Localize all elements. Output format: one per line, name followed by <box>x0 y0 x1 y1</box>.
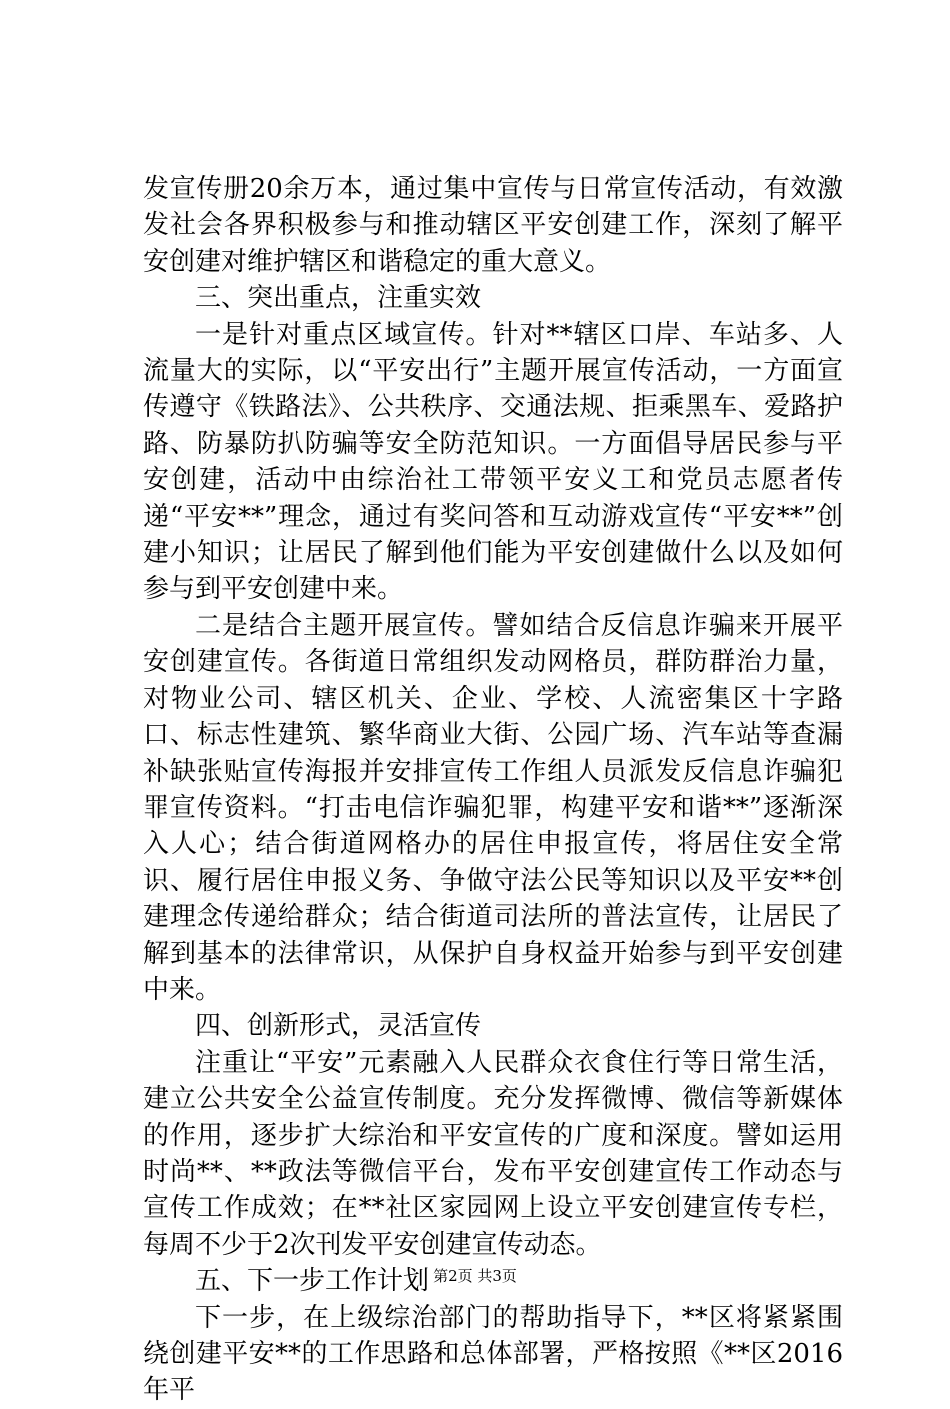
document-body <box>143 171 843 1409</box>
section-heading-4: 四、创新形式，灵活宣传 <box>195 1011 482 1042</box>
page-number-footer: 第2页 共3页 <box>433 1267 517 1285</box>
paragraph: 下一步，在上级综治部门的帮助指导下，**区将紧紧围绕创建平安**的工作思路和总体部署，严格按照《**区2016年平 <box>143 1302 843 1406</box>
paragraph-continuation: 发宣传册20余万本，通过集中宣传与日常宣传活动，有效激发社会各界积极参与和推动辖区平安创建工作，深刻了解平安创建对维护辖区和谐稳定的重大意义。 <box>143 174 843 277</box>
paragraph: 一是针对重点区域宣传。针对**辖区口岸、车站多、人流量大的实际，以“平安出行”主题开展宣传活动，一方面宣传遵守《铁路法》、公共秩序、交通法规、拒乘黑车、爱路护路、防暴防扒防骗等安全防范知识。一方面倡导居民参与平安创建，活动中由综治社工带领平安义工和党员志愿者传递“平安**”理念，通过有奖问答和互动游戏宣传“平安**”创建小知识；让居民了解到他们能为平安创建做什么以及如何参与到平安创建中来。 <box>143 319 843 605</box>
section-heading-3: 三、突出重点，注重实效 <box>195 283 482 314</box>
paragraph: 注重让“平安”元素融入人民群众衣食住行等日常生活，建立公共安全公益宣传制度。充分发挥微博、微信等新媒体的作用，逐步扩大综治和平安宣传的广度和深度。譬如运用时尚**、**政法等微信平台，发布平安创建宣传工作动态与宣传工作成效；在**社区家园网上设立平安创建宣传专栏，每周不少于2次刊发平安创建宣传动态。 <box>143 1047 843 1260</box>
paragraph: 二是结合主题开展宣传。譬如结合反信息诈骗来开展平安创建宣传。各街道日常组织发动网格员，群防群治力量，对物业公司、辖区机关、企业、学校、人流密集区十字路口、标志性建筑、繁华商业大街、公园广场、汽车站等查漏补缺张贴宣传海报并安排宣传工作组人员派发反信息诈骗犯罪宣传资料。“打击电信诈骗犯罪，构建平安和谐**”逐渐深入人心；结合街道网格办的居住申报宣传，将居住安全常识、履行居住申报义务、争做守法公民等知识以及平安**创建理念传递给群众；结合街道司法所的普法宣传，让居民了解到基本的法律常识，从保护自身权益开始参与到平安创建中来。 <box>143 610 843 1005</box>
section-heading-5: 五、下一步工作计划 <box>195 1266 430 1297</box>
